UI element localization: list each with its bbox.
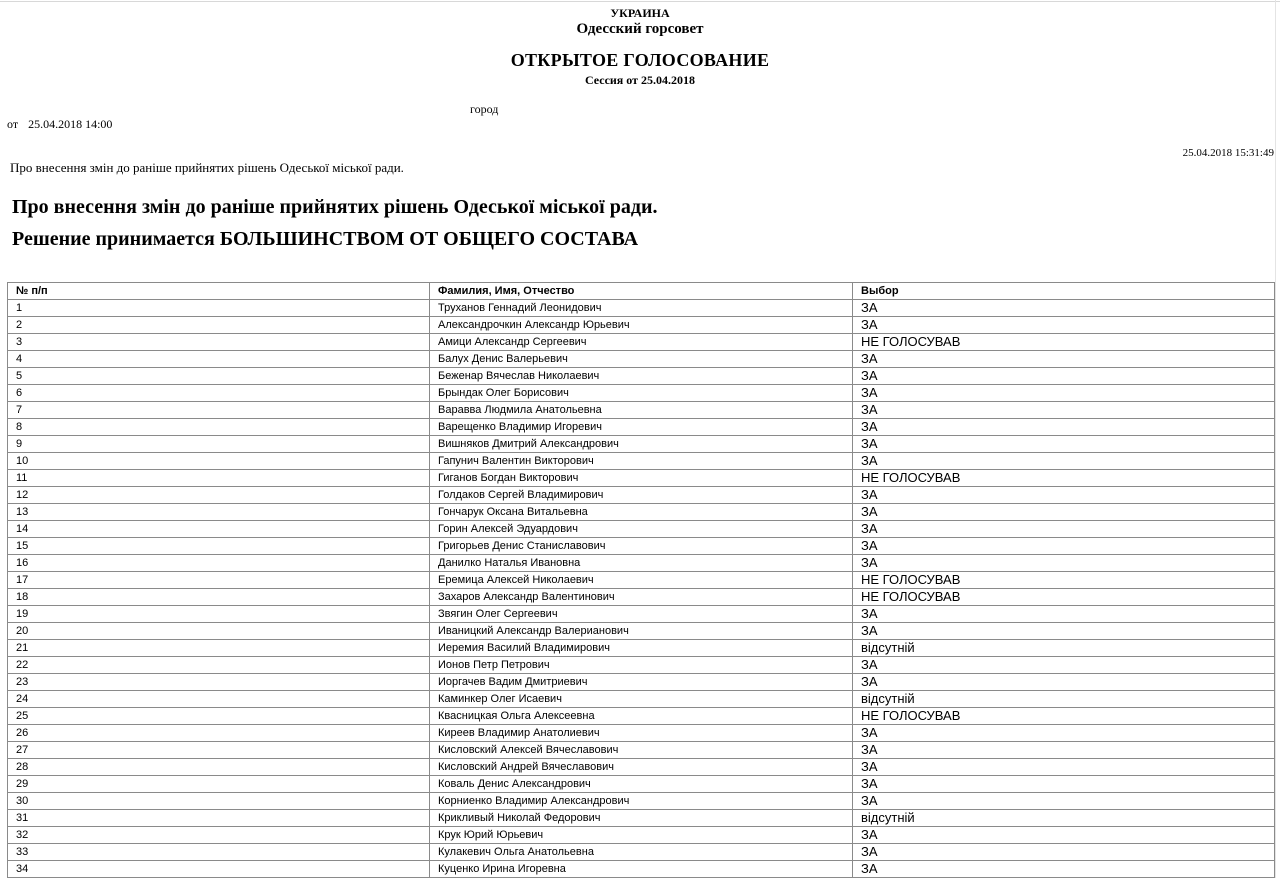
top-edge-line: [0, 1, 1280, 2]
deputy-name: Коваль Денис Александрович: [430, 776, 853, 793]
table-row: [8, 521, 1275, 538]
vote-choice: відсутній: [853, 640, 1275, 657]
deputy-name: Голдаков Сергей Владимирович: [430, 487, 853, 504]
vote-choice: НЕ ГОЛОСУВАВ: [853, 470, 1275, 487]
row-number: 9: [8, 436, 430, 453]
table-row: [8, 640, 1275, 657]
table-row: [8, 351, 1275, 368]
row-number: 25: [8, 708, 430, 725]
table-row: [8, 504, 1275, 521]
table-row: [8, 368, 1275, 385]
votes-table: [7, 282, 1275, 878]
session-date: Сессия от 25.04.2018: [584, 73, 696, 87]
from-label: от: [7, 117, 19, 131]
vote-choice: ЗА: [853, 436, 1275, 453]
row-number: 10: [8, 453, 430, 470]
deputy-name: Вишняков Дмитрий Александрович: [430, 436, 853, 453]
row-number: 28: [8, 759, 430, 776]
row-number: 16: [8, 555, 430, 572]
table-row: [8, 623, 1275, 640]
deputy-name: Брындак Олег Борисович: [430, 385, 853, 402]
table-row: [8, 691, 1275, 708]
table-row: [8, 487, 1275, 504]
table-row: [8, 725, 1275, 742]
deputy-name: Захаров Александр Валентинович: [430, 589, 853, 606]
deputy-name: Кисловский Андрей Вячеславович: [430, 759, 853, 776]
row-number: 7: [8, 402, 430, 419]
row-number: 12: [8, 487, 430, 504]
deputy-name: Гиганов Богдан Викторович: [430, 470, 853, 487]
table-row: [8, 436, 1275, 453]
vote-choice: ЗА: [853, 657, 1275, 674]
city-label: город: [470, 102, 499, 116]
row-number: 23: [8, 674, 430, 691]
deputy-name: Варавва Людмила Анатольевна: [430, 402, 853, 419]
deputy-name: Балух Денис Валерьевич: [430, 351, 853, 368]
deputy-name: Квасницкая Ольга Алексеевна: [430, 708, 853, 725]
table-row: [8, 589, 1275, 606]
row-number: 13: [8, 504, 430, 521]
deputy-name: Каминкер Олег Исаевич: [430, 691, 853, 708]
vote-choice: НЕ ГОЛОСУВАВ: [853, 572, 1275, 589]
council-heading: Одесский горсовет: [576, 21, 704, 37]
deputy-name: Киреев Владимир Анатолиевич: [430, 725, 853, 742]
table-row: [8, 385, 1275, 402]
row-number: 21: [8, 640, 430, 657]
row-number: 5: [8, 368, 430, 385]
printed-timestamp: 25.04.2018 15:31:49: [1182, 147, 1274, 159]
vote-choice: ЗА: [853, 453, 1275, 470]
vote-choice: ЗА: [853, 419, 1275, 436]
vote-choice: ЗА: [853, 759, 1275, 776]
vote-choice: ЗА: [853, 385, 1275, 402]
from-datetime-line: [7, 117, 112, 132]
table-row: [8, 759, 1275, 776]
row-number: 18: [8, 589, 430, 606]
table-row: [8, 657, 1275, 674]
row-number: 4: [8, 351, 430, 368]
row-number: 34: [8, 861, 430, 878]
agenda-item-small: Про внесення змін до раніше прийнятих рішень Одеської міської ради.: [10, 160, 404, 175]
table-row: [8, 317, 1275, 334]
vote-choice: ЗА: [853, 776, 1275, 793]
table-row: [8, 334, 1275, 351]
row-number: 1: [8, 300, 430, 317]
from-datetime: 25.04.2018 14:00: [28, 117, 113, 131]
agenda-item-title: Про внесення змін до раніше прийнятих рішень Одеської міської ради.: [12, 196, 658, 218]
deputy-name: Крикливый Николай Федорович: [430, 810, 853, 827]
vote-type-title: ОТКРЫТОЕ ГОЛОСОВАНИЕ: [510, 50, 770, 70]
table-row: [8, 861, 1275, 878]
row-number: 26: [8, 725, 430, 742]
row-number: 6: [8, 385, 430, 402]
deputy-name: Григорьев Денис Станиславович: [430, 538, 853, 555]
vote-choice: НЕ ГОЛОСУВАВ: [853, 589, 1275, 606]
vote-choice: ЗА: [853, 674, 1275, 691]
column-header-name: Фамилия, Имя, Отчество: [430, 283, 853, 300]
row-number: 3: [8, 334, 430, 351]
vote-choice: НЕ ГОЛОСУВАВ: [853, 708, 1275, 725]
table-row: [8, 572, 1275, 589]
row-number: 20: [8, 623, 430, 640]
table-row: [8, 470, 1275, 487]
deputy-name: Кулакевич Ольга Анатольевна: [430, 844, 853, 861]
vote-choice: відсутній: [853, 691, 1275, 708]
vote-choice: ЗА: [853, 623, 1275, 640]
votes-table-body: [8, 300, 1275, 878]
row-number: 32: [8, 827, 430, 844]
deputy-name: Труханов Геннадий Леонидович: [430, 300, 853, 317]
deputy-name: Беженар Вячеслав Николаевич: [430, 368, 853, 385]
deputy-name: Амици Александр Сергеевич: [430, 334, 853, 351]
vote-choice: ЗА: [853, 351, 1275, 368]
row-number: 19: [8, 606, 430, 623]
table-row: [8, 844, 1275, 861]
row-number: 22: [8, 657, 430, 674]
deputy-name: Ионов Петр Петрович: [430, 657, 853, 674]
row-number: 17: [8, 572, 430, 589]
table-row: [8, 300, 1275, 317]
decision-rule: Решение принимается БОЛЬШИНСТВОМ ОТ ОБЩЕГО СОСТАВА: [12, 228, 639, 250]
vote-choice: ЗА: [853, 861, 1275, 878]
table-row: [8, 555, 1275, 572]
table-row: [8, 402, 1275, 419]
row-number: 29: [8, 776, 430, 793]
deputy-name: Кисловский Алексей Вячеславович: [430, 742, 853, 759]
vote-choice: ЗА: [853, 538, 1275, 555]
table-row: [8, 419, 1275, 436]
table-row: [8, 793, 1275, 810]
row-number: 14: [8, 521, 430, 538]
row-number: 30: [8, 793, 430, 810]
vote-choice: НЕ ГОЛОСУВАВ: [853, 334, 1275, 351]
table-row: [8, 538, 1275, 555]
vote-choice: ЗА: [853, 317, 1275, 334]
row-number: 15: [8, 538, 430, 555]
row-number: 24: [8, 691, 430, 708]
vote-choice: ЗА: [853, 742, 1275, 759]
vote-choice: ЗА: [853, 402, 1275, 419]
row-number: 11: [8, 470, 430, 487]
deputy-name: Горин Алексей Эдуардович: [430, 521, 853, 538]
deputy-name: Иваницкий Александр Валерианович: [430, 623, 853, 640]
row-number: 27: [8, 742, 430, 759]
right-edge-line: [1275, 0, 1276, 878]
table-row: [8, 776, 1275, 793]
vote-choice: ЗА: [853, 844, 1275, 861]
deputy-name: Варещенко Владимир Игоревич: [430, 419, 853, 436]
vote-choice: ЗА: [853, 368, 1275, 385]
deputy-name: Гончарук Оксана Витальевна: [430, 504, 853, 521]
row-number: 33: [8, 844, 430, 861]
table-row: [8, 674, 1275, 691]
vote-choice: ЗА: [853, 555, 1275, 572]
deputy-name: Иоргачев Вадим Дмитриевич: [430, 674, 853, 691]
table-header-row: [8, 283, 1275, 300]
deputy-name: Данилко Наталья Ивановна: [430, 555, 853, 572]
vote-choice: відсутній: [853, 810, 1275, 827]
vote-choice: ЗА: [853, 793, 1275, 810]
vote-choice: ЗА: [853, 827, 1275, 844]
vote-choice: ЗА: [853, 606, 1275, 623]
table-row: [8, 606, 1275, 623]
table-row: [8, 742, 1275, 759]
column-header-number: № п/п: [8, 283, 430, 300]
vote-choice: ЗА: [853, 487, 1275, 504]
deputy-name: Звягин Олег Сергеевич: [430, 606, 853, 623]
row-number: 8: [8, 419, 430, 436]
deputy-name: Куценко Ирина Игоревна: [430, 861, 853, 878]
table-row: [8, 810, 1275, 827]
row-number: 2: [8, 317, 430, 334]
deputy-name: Корниенко Владимир Александрович: [430, 793, 853, 810]
deputy-name: Гапунич Валентин Викторович: [430, 453, 853, 470]
country-heading: УКРАИНА: [610, 6, 670, 20]
vote-choice: ЗА: [853, 521, 1275, 538]
table-row: [8, 708, 1275, 725]
deputy-name: Александрочкин Александр Юрьевич: [430, 317, 853, 334]
deputy-name: Еремица Алексей Николаевич: [430, 572, 853, 589]
vote-choice: ЗА: [853, 725, 1275, 742]
table-row: [8, 453, 1275, 470]
deputy-name: Крук Юрий Юрьевич: [430, 827, 853, 844]
vote-choice: ЗА: [853, 300, 1275, 317]
row-number: 31: [8, 810, 430, 827]
column-header-choice: Выбор: [853, 283, 1275, 300]
vote-choice: ЗА: [853, 504, 1275, 521]
deputy-name: Иеремия Василий Владимирович: [430, 640, 853, 657]
table-row: [8, 827, 1275, 844]
